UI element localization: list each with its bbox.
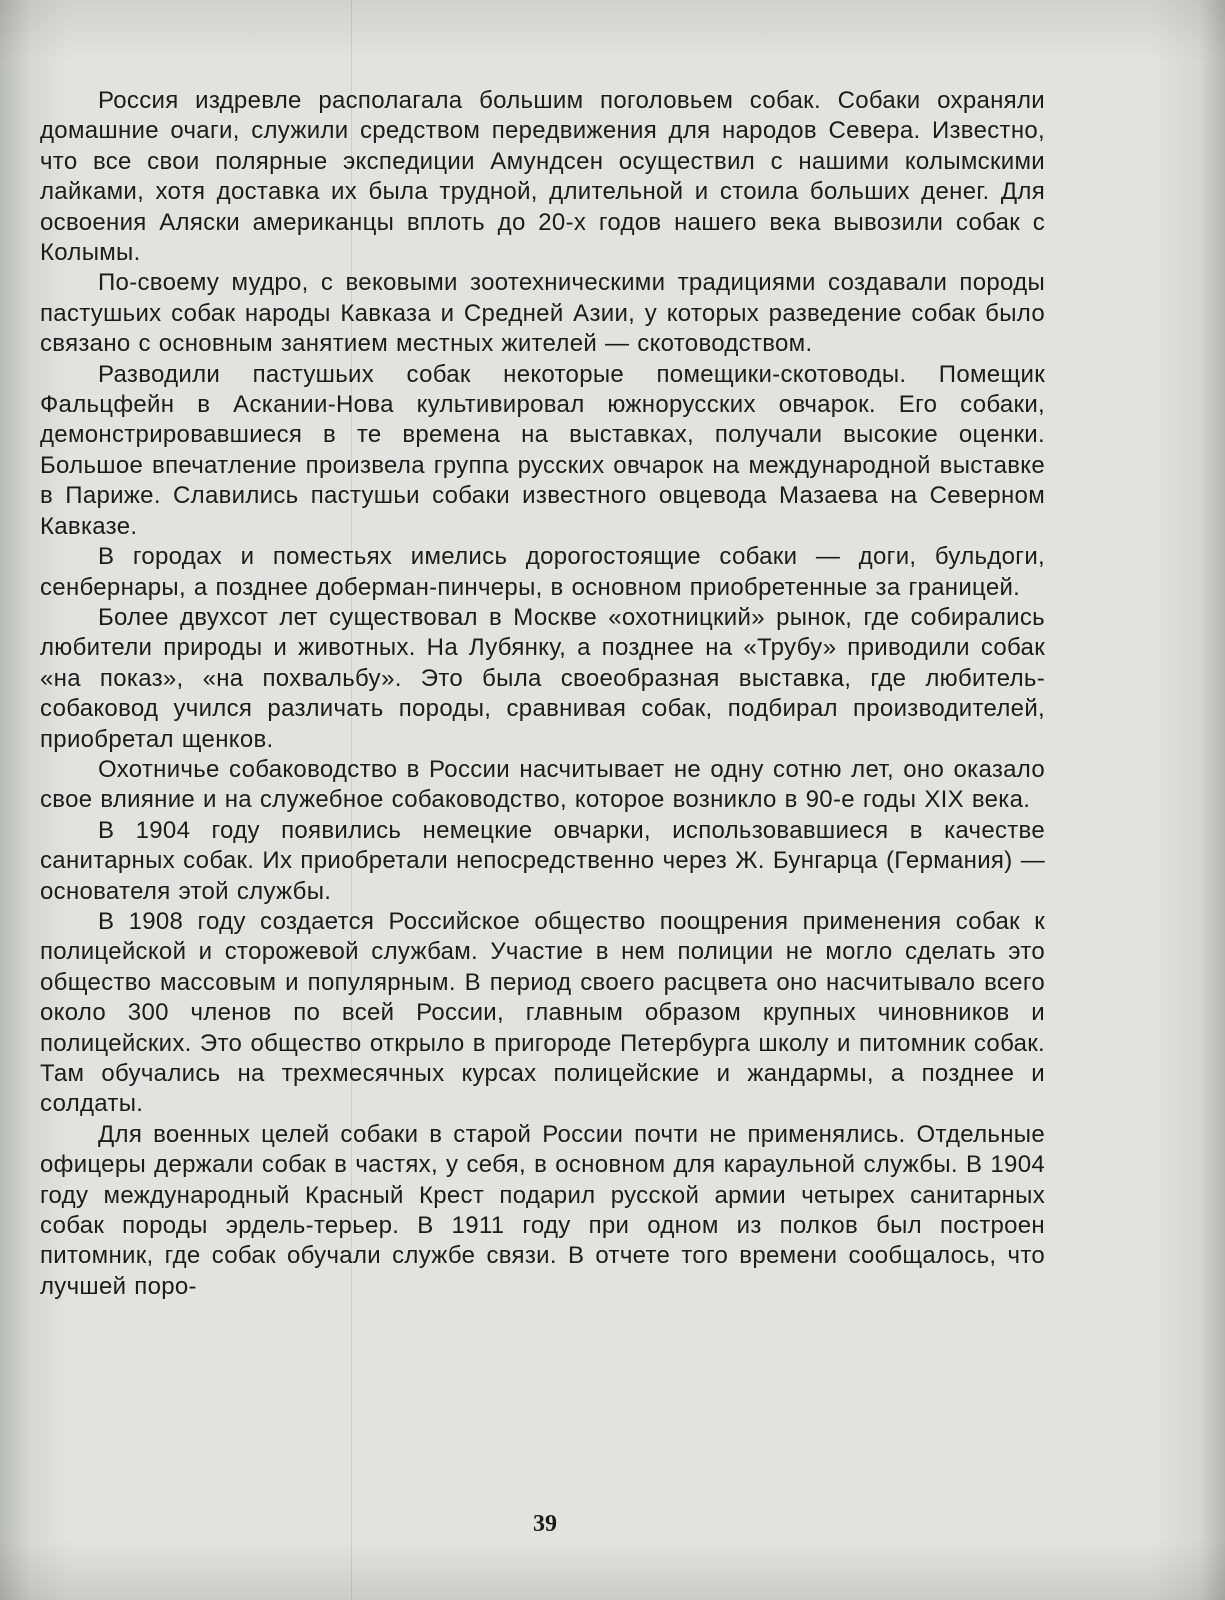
body-text xyxy=(40,86,1045,1302)
paragraph: Более двухсот лет существовал в Москве «охотницкий» рынок, где собирались любители природы и животных. На Лубянку, а позднее на «Трубу» приводили собак «на показ», «на похвальбу». Это была своеобразная выставка, где любитель-собаковод учился различать породы, сравнивая собак, подбирал производителей, приобретал щенков. xyxy=(40,603,1045,753)
paragraph: Охотничье собаководство в России насчитывает не одну сотню лет, оно оказало свое влияние и на служебное собаководство, которое возникло в 90-е годы XIX века. xyxy=(40,755,1045,814)
paragraph: Разводили пастушьих собак некоторые помещики-скотоводы. Помещик Фальцфейн в Аскании-Нова культивировал южнорусских овчарок. Его собаки, демонстрировавшиеся в те времена на выставках, получали высокие оценки. Большое впечатление произвела группа русских овчарок на международной выставке в Париже. Славились пастушьи собаки известного овцевода Мазаева на Северном Кавказе. xyxy=(40,360,1045,540)
paragraph: По-своему мудро, с вековыми зоотехническими традициями создавали породы пастушьих собак народы Кавказа и Средней Азии, у которых разведение собак было связано с основным занятием местных жителей — скотоводством. xyxy=(40,269,1045,358)
paragraph: В 1908 году создается Российское общество поощрения применения собак к полицейской и сторожевой службам. Участие в нем полиции не могло сделать это общество массовым и популярным. В период своего расцвета оно насчитывало всего около 300 членов по всей России, главным образом крупных чиновников и полицейских. Это общество открыло в пригороде Петербурга школу и питомник собак. Там обучались на трехмесячных курсах полицейские и жандармы, а позднее и солдаты. xyxy=(40,907,1045,1118)
paragraph: Россия издревле располагала большим поголовьем собак. Собаки охраняли домашние очаги, служили средством передвижения для народов Севера. Известно, что все свои полярные экспедиции Амундсен осуществил с нашими колымскими лайками, хотя доставка их была трудной, длительной и стоила больших денег. Для освоения Аляски американцы вплоть до 20-х годов нашего века вывозили собак с Колымы. xyxy=(40,87,1045,267)
page-number: 39 xyxy=(533,1511,557,1537)
paragraph: Для военных целей собаки в старой России почти не применялись. Отдельные офицеры держали собак в частях, у себя, в основном для караульной службы. В 1904 году международный Красный Крест подарил русской армии четырех санитарных собак породы эрдель-терьер. В 1911 году при одном из полков был построен питомник, где собак обучали службе связи. В отчете того времени сообщалось, что лучшей поро- xyxy=(40,1120,1045,1300)
paragraph: В городах и поместьях имелись дорогостоящие собаки — доги, бульдоги, сенбернары, а позднее доберман-пинчеры, в основном приобретенные за границей. xyxy=(40,543,1045,601)
paragraph: В 1904 году появились немецкие овчарки, использовавшиеся в качестве санитарных собак. Их приобретали непосредственно через Ж. Бунгарца (Германия) — основателя этой службы. xyxy=(40,816,1045,905)
